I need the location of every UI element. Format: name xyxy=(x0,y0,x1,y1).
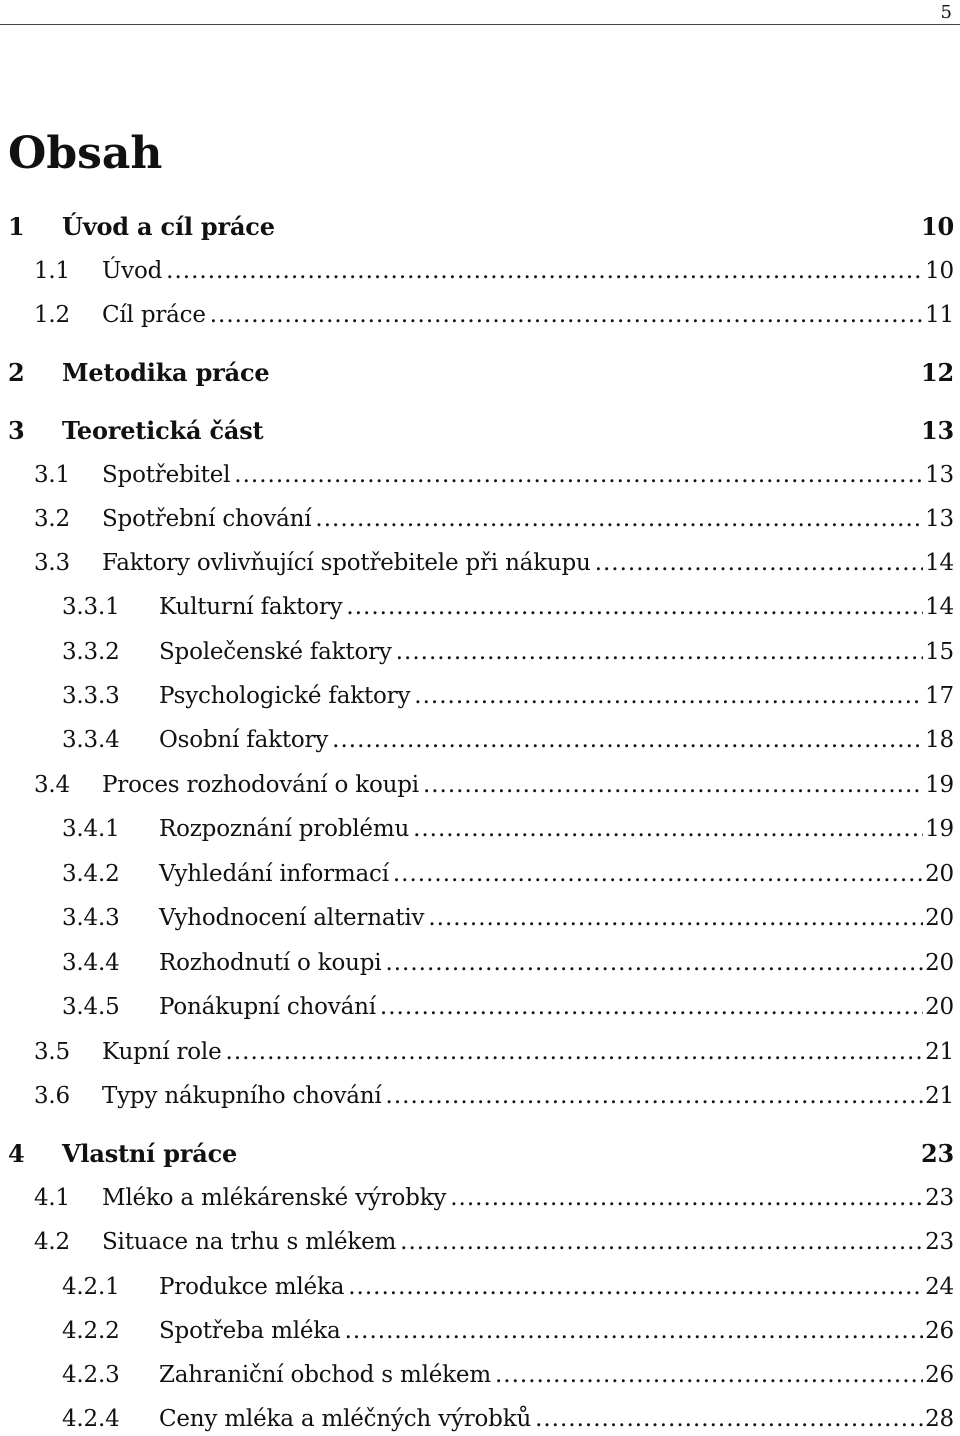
toc-entry-number: 3.4.5 xyxy=(62,994,120,1020)
toc-entry-page: 21 xyxy=(925,1083,954,1109)
toc-entry[interactable] xyxy=(0,414,954,448)
dot-leader xyxy=(346,590,923,624)
toc-entry-label: Ponákupní chování xyxy=(159,994,376,1020)
toc-entry[interactable] xyxy=(0,546,954,580)
dot-leader xyxy=(386,1079,924,1113)
toc-entry-number: 4.1 xyxy=(34,1185,70,1211)
toc-entry-number: 2 xyxy=(8,358,25,387)
toc-entry-number: 3.4.3 xyxy=(62,905,120,931)
toc-entry-page: 13 xyxy=(925,462,954,488)
toc-entry-label: Spotřebitel xyxy=(102,462,231,488)
dot-leader xyxy=(396,635,923,669)
toc-entry-number: 3.4.2 xyxy=(62,861,120,887)
toc-entry-number: 3.3.3 xyxy=(62,683,120,709)
toc-entry-page: 20 xyxy=(925,994,954,1020)
toc-entry-label: Úvod a cíl práce xyxy=(62,212,275,241)
toc-entry-page: 11 xyxy=(925,302,954,328)
toc-entry-page: 20 xyxy=(925,905,954,931)
toc-entry[interactable] xyxy=(0,1402,954,1436)
toc-entry-page: 23 xyxy=(925,1185,954,1211)
toc-entry[interactable] xyxy=(0,1181,954,1215)
dot-leader xyxy=(413,812,923,846)
toc-entry[interactable] xyxy=(0,768,954,802)
toc-entry-label: Spotřeba mléka xyxy=(159,1318,341,1344)
toc-entry-page: 26 xyxy=(925,1318,954,1344)
toc-entry-number: 3.2 xyxy=(34,506,70,532)
toc-entry-number: 4.2.3 xyxy=(62,1362,120,1388)
dot-leader xyxy=(423,768,923,802)
toc-entry-page: 15 xyxy=(925,639,954,665)
toc-entry[interactable] xyxy=(0,723,954,757)
toc-entry-number: 3.4.1 xyxy=(62,816,120,842)
toc-entry-number: 3.1 xyxy=(34,462,70,488)
toc-entry-label: Vlastní práce xyxy=(62,1139,238,1168)
toc-entry-page: 14 xyxy=(925,550,954,576)
toc-entry[interactable] xyxy=(0,635,954,669)
toc-entry-label: Proces rozhodování o koupi xyxy=(102,772,419,798)
toc-entry-label: Situace na trhu s mlékem xyxy=(102,1229,397,1255)
toc-entry[interactable] xyxy=(0,298,954,332)
toc-entry-number: 4.2 xyxy=(34,1229,70,1255)
page-number: 5 xyxy=(940,2,952,23)
dot-leader xyxy=(393,857,923,891)
toc-entry[interactable] xyxy=(0,590,954,624)
toc-entry[interactable] xyxy=(0,946,954,980)
toc-entry[interactable] xyxy=(0,1358,954,1392)
toc-entry-page: 20 xyxy=(925,950,954,976)
dot-leader xyxy=(332,723,923,757)
toc-entry-number: 3.4 xyxy=(34,772,70,798)
toc-entry-page: 14 xyxy=(925,594,954,620)
toc-entry-label: Typy nákupního chování xyxy=(102,1083,382,1109)
toc-entry-label: Společenské faktory xyxy=(159,639,392,665)
toc-entry[interactable] xyxy=(0,1035,954,1069)
dot-leader xyxy=(385,946,923,980)
toc-entry-number: 3.4.4 xyxy=(62,950,120,976)
toc-entry-label: Vyhodnocení alternativ xyxy=(159,905,425,931)
toc-entry-page: 13 xyxy=(921,416,954,445)
toc-entry-label: Faktory ovlivňující spotřebitele při nákupu xyxy=(102,550,591,576)
toc-entry-page: 23 xyxy=(921,1139,954,1168)
toc-entry[interactable] xyxy=(0,1270,954,1304)
toc-entry[interactable] xyxy=(0,458,954,492)
dot-leader xyxy=(450,1181,923,1215)
toc-entry[interactable] xyxy=(0,1314,954,1348)
toc-entry-number: 3.3 xyxy=(34,550,70,576)
toc-entry-page: 12 xyxy=(921,358,954,387)
toc-entry-number: 4.2.4 xyxy=(62,1406,120,1432)
dot-leader xyxy=(234,458,923,492)
toc-entry-label: Psychologické faktory xyxy=(159,683,411,709)
toc-entry-label: Rozpoznání problému xyxy=(159,816,410,842)
toc-entry-label: Rozhodnutí o koupi xyxy=(159,950,382,976)
toc-entry-label: Ceny mléka a mléčných výrobků xyxy=(159,1406,532,1432)
toc-entry-page: 13 xyxy=(925,506,954,532)
page-title: Obsah xyxy=(8,128,163,179)
toc-entry-label: Zahraniční obchod s mlékem xyxy=(159,1362,491,1388)
toc-entry-page: 19 xyxy=(925,772,954,798)
toc-entry[interactable] xyxy=(0,812,954,846)
toc-entry-page: 20 xyxy=(925,861,954,887)
toc-entry-number: 4.2.1 xyxy=(62,1274,120,1300)
toc-entry[interactable] xyxy=(0,1137,954,1171)
dot-leader xyxy=(226,1035,924,1069)
toc-entry[interactable] xyxy=(0,679,954,713)
dot-leader xyxy=(414,679,923,713)
toc-entry-page: 26 xyxy=(925,1362,954,1388)
toc-entry-page: 24 xyxy=(925,1274,954,1300)
dot-leader xyxy=(400,1225,923,1259)
dot-leader xyxy=(595,546,923,580)
toc-entry-number: 3.3.1 xyxy=(62,594,120,620)
toc-entry-page: 10 xyxy=(925,258,954,284)
toc-entry-label: Osobní faktory xyxy=(159,727,329,753)
toc-entry[interactable] xyxy=(0,502,954,536)
toc-entry[interactable] xyxy=(0,857,954,891)
dot-leader xyxy=(428,901,923,935)
dot-leader xyxy=(348,1270,923,1304)
toc-entry-label: Produkce mléka xyxy=(159,1274,345,1300)
dot-leader xyxy=(315,502,923,536)
dot-leader xyxy=(495,1358,923,1392)
toc-entry[interactable] xyxy=(0,356,954,390)
toc-entry[interactable] xyxy=(0,901,954,935)
toc-entry-page: 17 xyxy=(925,683,954,709)
toc-entry-label: Kulturní faktory xyxy=(159,594,343,620)
toc-entry-number: 3.3.2 xyxy=(62,639,120,665)
toc-entry-number: 3 xyxy=(8,416,25,445)
dot-leader xyxy=(380,990,923,1024)
toc-entry[interactable] xyxy=(0,210,954,244)
toc-entry-page: 23 xyxy=(925,1229,954,1255)
toc-entry-number: 3.3.4 xyxy=(62,727,120,753)
toc-entry-label: Úvod xyxy=(102,258,163,284)
dot-leader xyxy=(535,1402,923,1436)
toc-entry-label: Mléko a mlékárenské výrobky xyxy=(102,1185,447,1211)
toc-entry[interactable] xyxy=(0,990,954,1024)
toc-entry-label: Kupní role xyxy=(102,1039,222,1065)
toc-entry-number: 1 xyxy=(8,212,25,241)
dot-leader xyxy=(345,1314,924,1348)
header-rule xyxy=(0,24,960,25)
toc-entry-number: 1.2 xyxy=(34,302,70,328)
toc-entry-label: Spotřební chování xyxy=(102,506,312,532)
toc-entry-page: 28 xyxy=(925,1406,954,1432)
toc-entry-page: 19 xyxy=(925,816,954,842)
toc-entry-number: 3.5 xyxy=(34,1039,70,1065)
dot-leader xyxy=(166,254,923,288)
toc-entry-page: 18 xyxy=(925,727,954,753)
toc-entry[interactable] xyxy=(0,1225,954,1259)
toc-entry-label: Vyhledání informací xyxy=(159,861,389,887)
toc-entry[interactable] xyxy=(0,1079,954,1113)
dot-leader xyxy=(210,298,923,332)
toc-entry-page: 10 xyxy=(921,212,954,241)
toc-entry-label: Cíl práce xyxy=(102,302,206,328)
toc-entry-number: 1.1 xyxy=(34,258,70,284)
toc-entry-label: Metodika práce xyxy=(62,358,270,387)
toc-entry-number: 4 xyxy=(8,1139,25,1168)
toc-entry[interactable] xyxy=(0,254,954,288)
toc-entry-label: Teoretická část xyxy=(62,416,264,445)
toc-entry-page: 21 xyxy=(925,1039,954,1065)
toc-entry-number: 3.6 xyxy=(34,1083,70,1109)
toc-entry-number: 4.2.2 xyxy=(62,1318,120,1344)
